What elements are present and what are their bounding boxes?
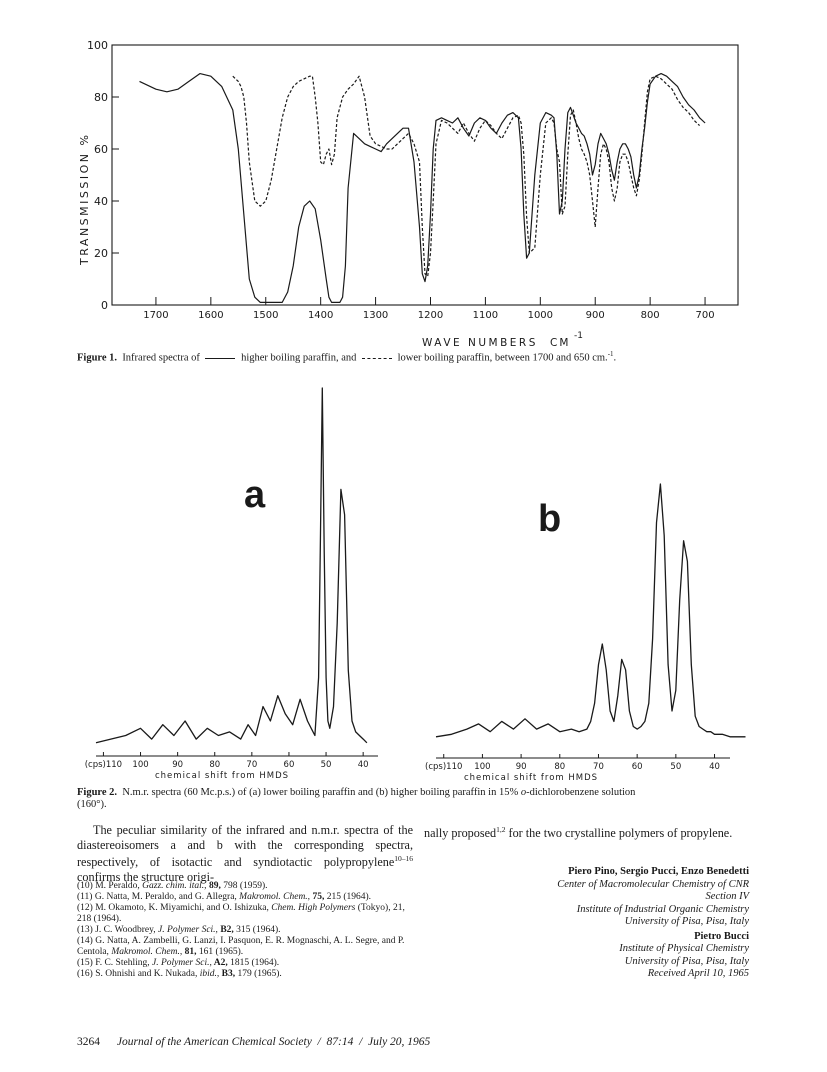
ir-x-tick-label: 1100 — [472, 310, 499, 321]
figure-2-caption — [77, 787, 777, 811]
reference-item — [77, 892, 413, 903]
reference-pages: 161 (1965). — [196, 947, 244, 957]
ir-x-tick-label: 1200 — [417, 310, 444, 321]
reference-volume: 81, — [182, 947, 197, 957]
reference-journal: Chem. High Polymers — [271, 903, 356, 913]
reference-journal: Makromol. Chem., — [111, 947, 183, 957]
reference-volume: 89, — [206, 881, 221, 891]
reference-volume: 75, — [310, 892, 325, 902]
nmr-b-tick-label: 50 — [670, 762, 682, 772]
institution-2-line-2: University of Pisa, Pisa, Italy — [624, 955, 749, 967]
left-paragraph-text: The peculiar similarity of the infrared and n.m.r. spectra of the diastereoisomers a and b with the corresponding spectra, respectively, of isotactic and syndiotactic polypropylene — [77, 823, 413, 870]
nmr-a-tick-label: 90 — [172, 760, 184, 770]
figure-1-ir-chart — [70, 35, 750, 360]
figure-1-caption-sup: -1 — [607, 350, 614, 358]
ir-y-tick-label: 0 — [101, 299, 108, 312]
reference-authors: (12) M. Okamoto, K. Miyamichi, and O. Ishizuka, — [77, 903, 272, 913]
figure-1-caption — [77, 348, 777, 365]
ir-x-tick-label: 1600 — [198, 310, 224, 321]
nmr-a-spectrum-line — [96, 388, 367, 743]
nmr-b-spectrum-line — [436, 484, 746, 737]
ir-x-tick-label: 1500 — [253, 310, 279, 321]
figure-2-label: Figure 2. — [77, 787, 118, 798]
reference-journal: ibid., — [199, 969, 220, 979]
reference-journal: Makromol. Chem., — [239, 892, 311, 902]
reference-pages: 315 (1964). — [233, 925, 281, 935]
nmr-b-tick-label: 40 — [709, 762, 720, 772]
reference-item — [77, 958, 413, 969]
nmr-a-tick-label: 100 — [132, 760, 149, 770]
nmr-b-tick-label: 60 — [631, 762, 643, 772]
reference-pages: 215 (1964). — [324, 892, 372, 902]
reference-item — [77, 936, 413, 958]
author-names-2: Pietro Bucci — [694, 930, 749, 942]
nmr-b-tick-label: 100 — [474, 762, 491, 772]
legend-solid-line — [205, 358, 235, 359]
page-footer — [77, 1036, 757, 1048]
figure-2-nmr-chart — [78, 380, 748, 785]
figure-1-caption-end: . — [613, 352, 617, 364]
author-names-1: Piero Pino, Sergio Pucci, Enzo Benedetti — [568, 866, 749, 877]
left-paragraph-sup: 10–16 — [394, 854, 413, 863]
ir-y-axis-label: TRANSMISSION % — [78, 132, 91, 265]
ir-x-tick-label: 800 — [640, 310, 660, 321]
reference-journal: J. Polymer Sci., — [158, 925, 218, 935]
ir-y-tick-label: 80 — [94, 91, 108, 104]
ir-y-tick-label: 100 — [87, 39, 108, 52]
figure-2-caption-line2: (160°). — [77, 799, 107, 810]
left-paragraph — [77, 823, 413, 884]
received-date: Received April 10, 1965 — [647, 968, 749, 979]
figure-1-caption-text-3: lower boiling paraffin, between 1700 and 650 cm. — [397, 352, 608, 364]
ir-series-solid-line — [140, 74, 706, 303]
ir-x-axis-unit-sup: -1 — [574, 331, 583, 341]
reference-pages: (Tokyo), 21, 218 (1964). — [77, 903, 405, 924]
institution-1-line-3: Institute of Industrial Organic Chemistry — [576, 903, 749, 915]
nmr-a-tick-label: 50 — [320, 760, 332, 770]
page-number: 3264 — [77, 1036, 100, 1048]
panel-a-label: a — [244, 474, 266, 516]
institution-1-line-1: Center of Macromolecular Chemistry of CNR — [557, 878, 749, 890]
reference-journal: Gazz. chim. ital., — [142, 881, 207, 891]
reference-authors: (16) S. Ohnishi and K. Nukada, — [77, 969, 200, 979]
left-paragraph-text-2: confirms the structure origi- — [77, 869, 215, 884]
figure-2-caption-text-end: -dichlorobenzene solution — [526, 787, 636, 798]
ir-y-tick-label: 60 — [94, 143, 108, 156]
panel-a-axis-title: chemical shift from HMDS — [155, 771, 290, 781]
right-paragraph — [424, 823, 749, 841]
legend-dashed-line — [362, 358, 392, 359]
reference-volume: B2, — [217, 925, 234, 935]
ir-series-dashed-line — [233, 76, 700, 276]
figure-2-caption-chem: o — [520, 787, 527, 798]
panel-b-label: b — [538, 498, 562, 540]
nmr-b-tick-label: 70 — [593, 762, 604, 772]
institution-2-line-1: Institute of Physical Chemistry — [619, 943, 749, 954]
reference-volume: A2, — [211, 958, 228, 968]
right-paragraph-text: nally proposed — [424, 826, 497, 841]
ir-x-tick-label: 1000 — [527, 310, 554, 321]
ir-x-tick-label: 1400 — [307, 310, 334, 321]
institution-1-line-4: University of Pisa, Pisa, Italy — [624, 916, 749, 927]
reference-pages: 179 (1965). — [235, 969, 282, 979]
ir-x-tick-label: 700 — [695, 310, 715, 321]
ir-plot-frame — [112, 45, 738, 305]
figure-2-caption-text: N.m.r. spectra (60 Mc.p.s.) of (a) lower boiling paraffin and (b) higher boiling paraffin in 15 — [122, 787, 510, 798]
ir-x-tick-label: 900 — [585, 310, 605, 321]
nmr-a-tick-label: (cps)110 — [84, 760, 123, 770]
reference-item — [77, 925, 413, 936]
reference-authors: (15) F. C. Stehling, — [77, 958, 152, 968]
reference-authors: (14) G. Natta, A. Zambelli, G. Lanzi, I. Pasquon, E. R. Mognaschi, A. L. Segre, and P. Centola, — [77, 936, 405, 957]
panel-b-axis-title: chemical shift from HMDS — [464, 773, 599, 783]
reference-item — [77, 969, 413, 980]
references-list — [77, 881, 413, 980]
reference-authors: (11) G. Natta, M. Peraldo, and G. Allegra, — [77, 892, 240, 902]
figure-1-caption-text: Infrared spectra of — [122, 352, 200, 364]
reference-volume: B3, — [219, 969, 236, 979]
nmr-b-tick-label: (cps)110 — [425, 762, 463, 772]
figure-1-label: Figure 1. — [77, 352, 118, 364]
reference-authors: (13) J. C. Woodbrey, — [77, 925, 159, 935]
nmr-a-tick-label: 60 — [283, 760, 295, 770]
right-paragraph-text-2: for the two crystalline polymers of propylene. — [505, 826, 733, 841]
nmr-a-tick-label: 40 — [357, 760, 369, 770]
right-paragraph-sup: 1,2 — [496, 825, 506, 834]
affiliation-block — [424, 866, 749, 981]
nmr-a-tick-label: 80 — [209, 760, 221, 770]
journal-citation: Journal of the American Chemical Society / 87:14 / July 20, 1965 — [116, 1036, 431, 1048]
ir-x-axis-unit: CM — [550, 337, 571, 349]
ir-x-tick-label: 1700 — [143, 310, 169, 321]
reference-pages: 1815 (1964). — [227, 958, 280, 968]
ir-y-tick-label: 40 — [94, 195, 108, 208]
reference-journal: J. Polymer Sci., — [151, 958, 212, 968]
nmr-b-tick-label: 80 — [554, 762, 566, 772]
nmr-b-tick-label: 90 — [515, 762, 527, 772]
figure-1-caption-text-2: higher boiling paraffin, and — [241, 352, 357, 364]
figure-2-caption-pct: % — [509, 787, 519, 798]
reference-authors: (10) M. Peraldo, — [77, 881, 143, 891]
reference-pages: 798 (1959). — [220, 881, 268, 891]
ir-x-tick-label: 1300 — [362, 310, 389, 321]
ir-x-axis-label: WAVE NUMBERS — [422, 337, 538, 349]
reference-item — [77, 903, 413, 925]
reference-item — [77, 881, 413, 892]
ir-y-tick-label: 20 — [94, 247, 108, 260]
nmr-a-tick-label: 70 — [246, 760, 258, 770]
institution-1-line-2: Section IV — [705, 891, 749, 902]
